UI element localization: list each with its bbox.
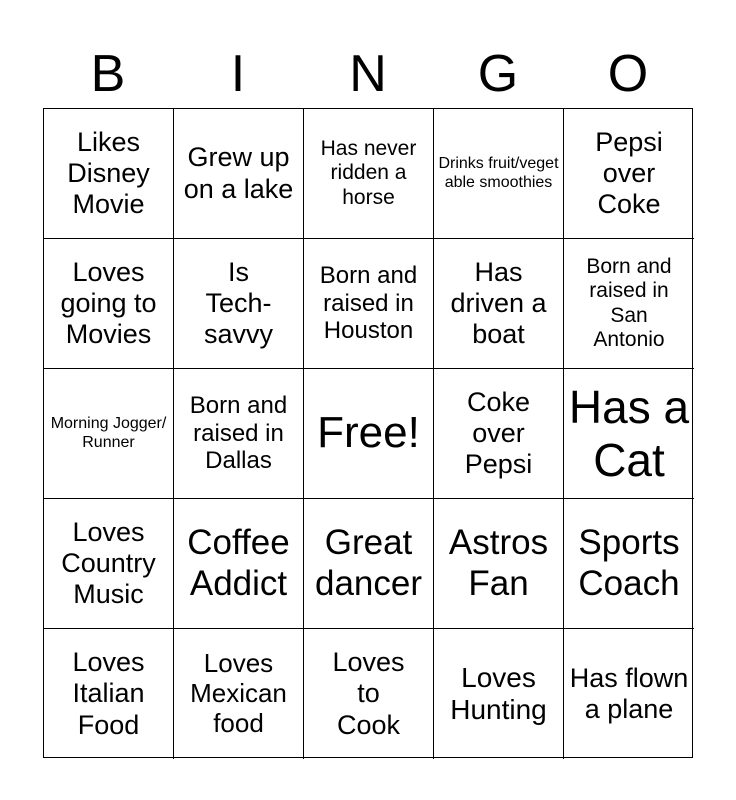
bingo-cell[interactable]: [304, 499, 434, 629]
cell-text: Loves Mexican food: [190, 648, 287, 738]
cell-text: Born and raised in Dallas: [189, 392, 288, 475]
bingo-cell[interactable]: [434, 109, 564, 239]
cell-text: Born and raised in San Antonio: [586, 255, 672, 351]
cell-text: Sports Coach: [578, 523, 680, 603]
bingo-cell[interactable]: [564, 629, 694, 759]
cell-text: Morning Jogger/Runner: [50, 415, 167, 451]
cell-text: Loves going to Movies: [60, 256, 157, 350]
bingo-cell[interactable]: [304, 369, 434, 499]
cell-text: Has driven a boat: [450, 256, 547, 350]
cell-text: Likes Disney Movie: [67, 126, 150, 220]
bingo-cell[interactable]: [174, 109, 304, 239]
cell-text: Astros Fan: [448, 523, 549, 603]
bingo-cell[interactable]: [434, 629, 564, 759]
cell-text: Coke over Pepsi: [464, 386, 533, 480]
bingo-header: [43, 40, 693, 108]
cell-text: Loves to Cook: [332, 647, 405, 740]
bingo-cell[interactable]: [44, 239, 174, 369]
cell-text: Grew up on a lake: [183, 142, 294, 204]
header-letter-n: N: [349, 45, 387, 103]
bingo-cell[interactable]: [44, 369, 174, 499]
bingo-cell[interactable]: [44, 109, 174, 239]
bingo-cell[interactable]: [564, 369, 694, 499]
bingo-cell[interactable]: [434, 499, 564, 629]
cell-text: Has flown a plane: [569, 662, 689, 724]
bingo-cell[interactable]: [174, 239, 304, 369]
free-space: Free!: [317, 408, 420, 458]
bingo-cell[interactable]: [564, 239, 694, 369]
bingo-cell[interactable]: [174, 369, 304, 499]
bingo-cell[interactable]: [564, 109, 694, 239]
bingo-cell[interactable]: [434, 369, 564, 499]
bingo-cell[interactable]: [304, 629, 434, 759]
cell-text: Is Tech-savvy: [203, 256, 274, 350]
cell-text: Has a Cat: [568, 380, 690, 486]
cell-text: Pepsi over Coke: [595, 126, 663, 220]
header-letter-g: G: [477, 45, 519, 103]
bingo-cell[interactable]: [564, 499, 694, 629]
header-letter-i: I: [230, 45, 246, 103]
bingo-cell[interactable]: [304, 109, 434, 239]
bingo-cell[interactable]: [174, 629, 304, 759]
cell-text: Loves Italian Food: [72, 647, 145, 740]
bingo-cell[interactable]: [44, 499, 174, 629]
cell-text: Drinks fruit/vegetable smoothies: [438, 155, 559, 191]
cell-text: Born and raised in Houston: [319, 262, 418, 345]
cell-text: Great dancer: [314, 523, 423, 603]
bingo-cell[interactable]: [304, 239, 434, 369]
bingo-card: [43, 108, 693, 758]
cell-text: Coffee Addict: [187, 523, 290, 603]
header-letter-b: B: [90, 45, 126, 103]
bingo-cell[interactable]: [44, 629, 174, 759]
cell-text: Loves Hunting: [450, 661, 547, 725]
cell-text: Loves Country Music: [61, 516, 156, 610]
bingo-cell[interactable]: [434, 239, 564, 369]
header-letter-o: O: [607, 45, 649, 103]
cell-text: Has never ridden a horse: [320, 137, 417, 209]
bingo-cell[interactable]: [174, 499, 304, 629]
